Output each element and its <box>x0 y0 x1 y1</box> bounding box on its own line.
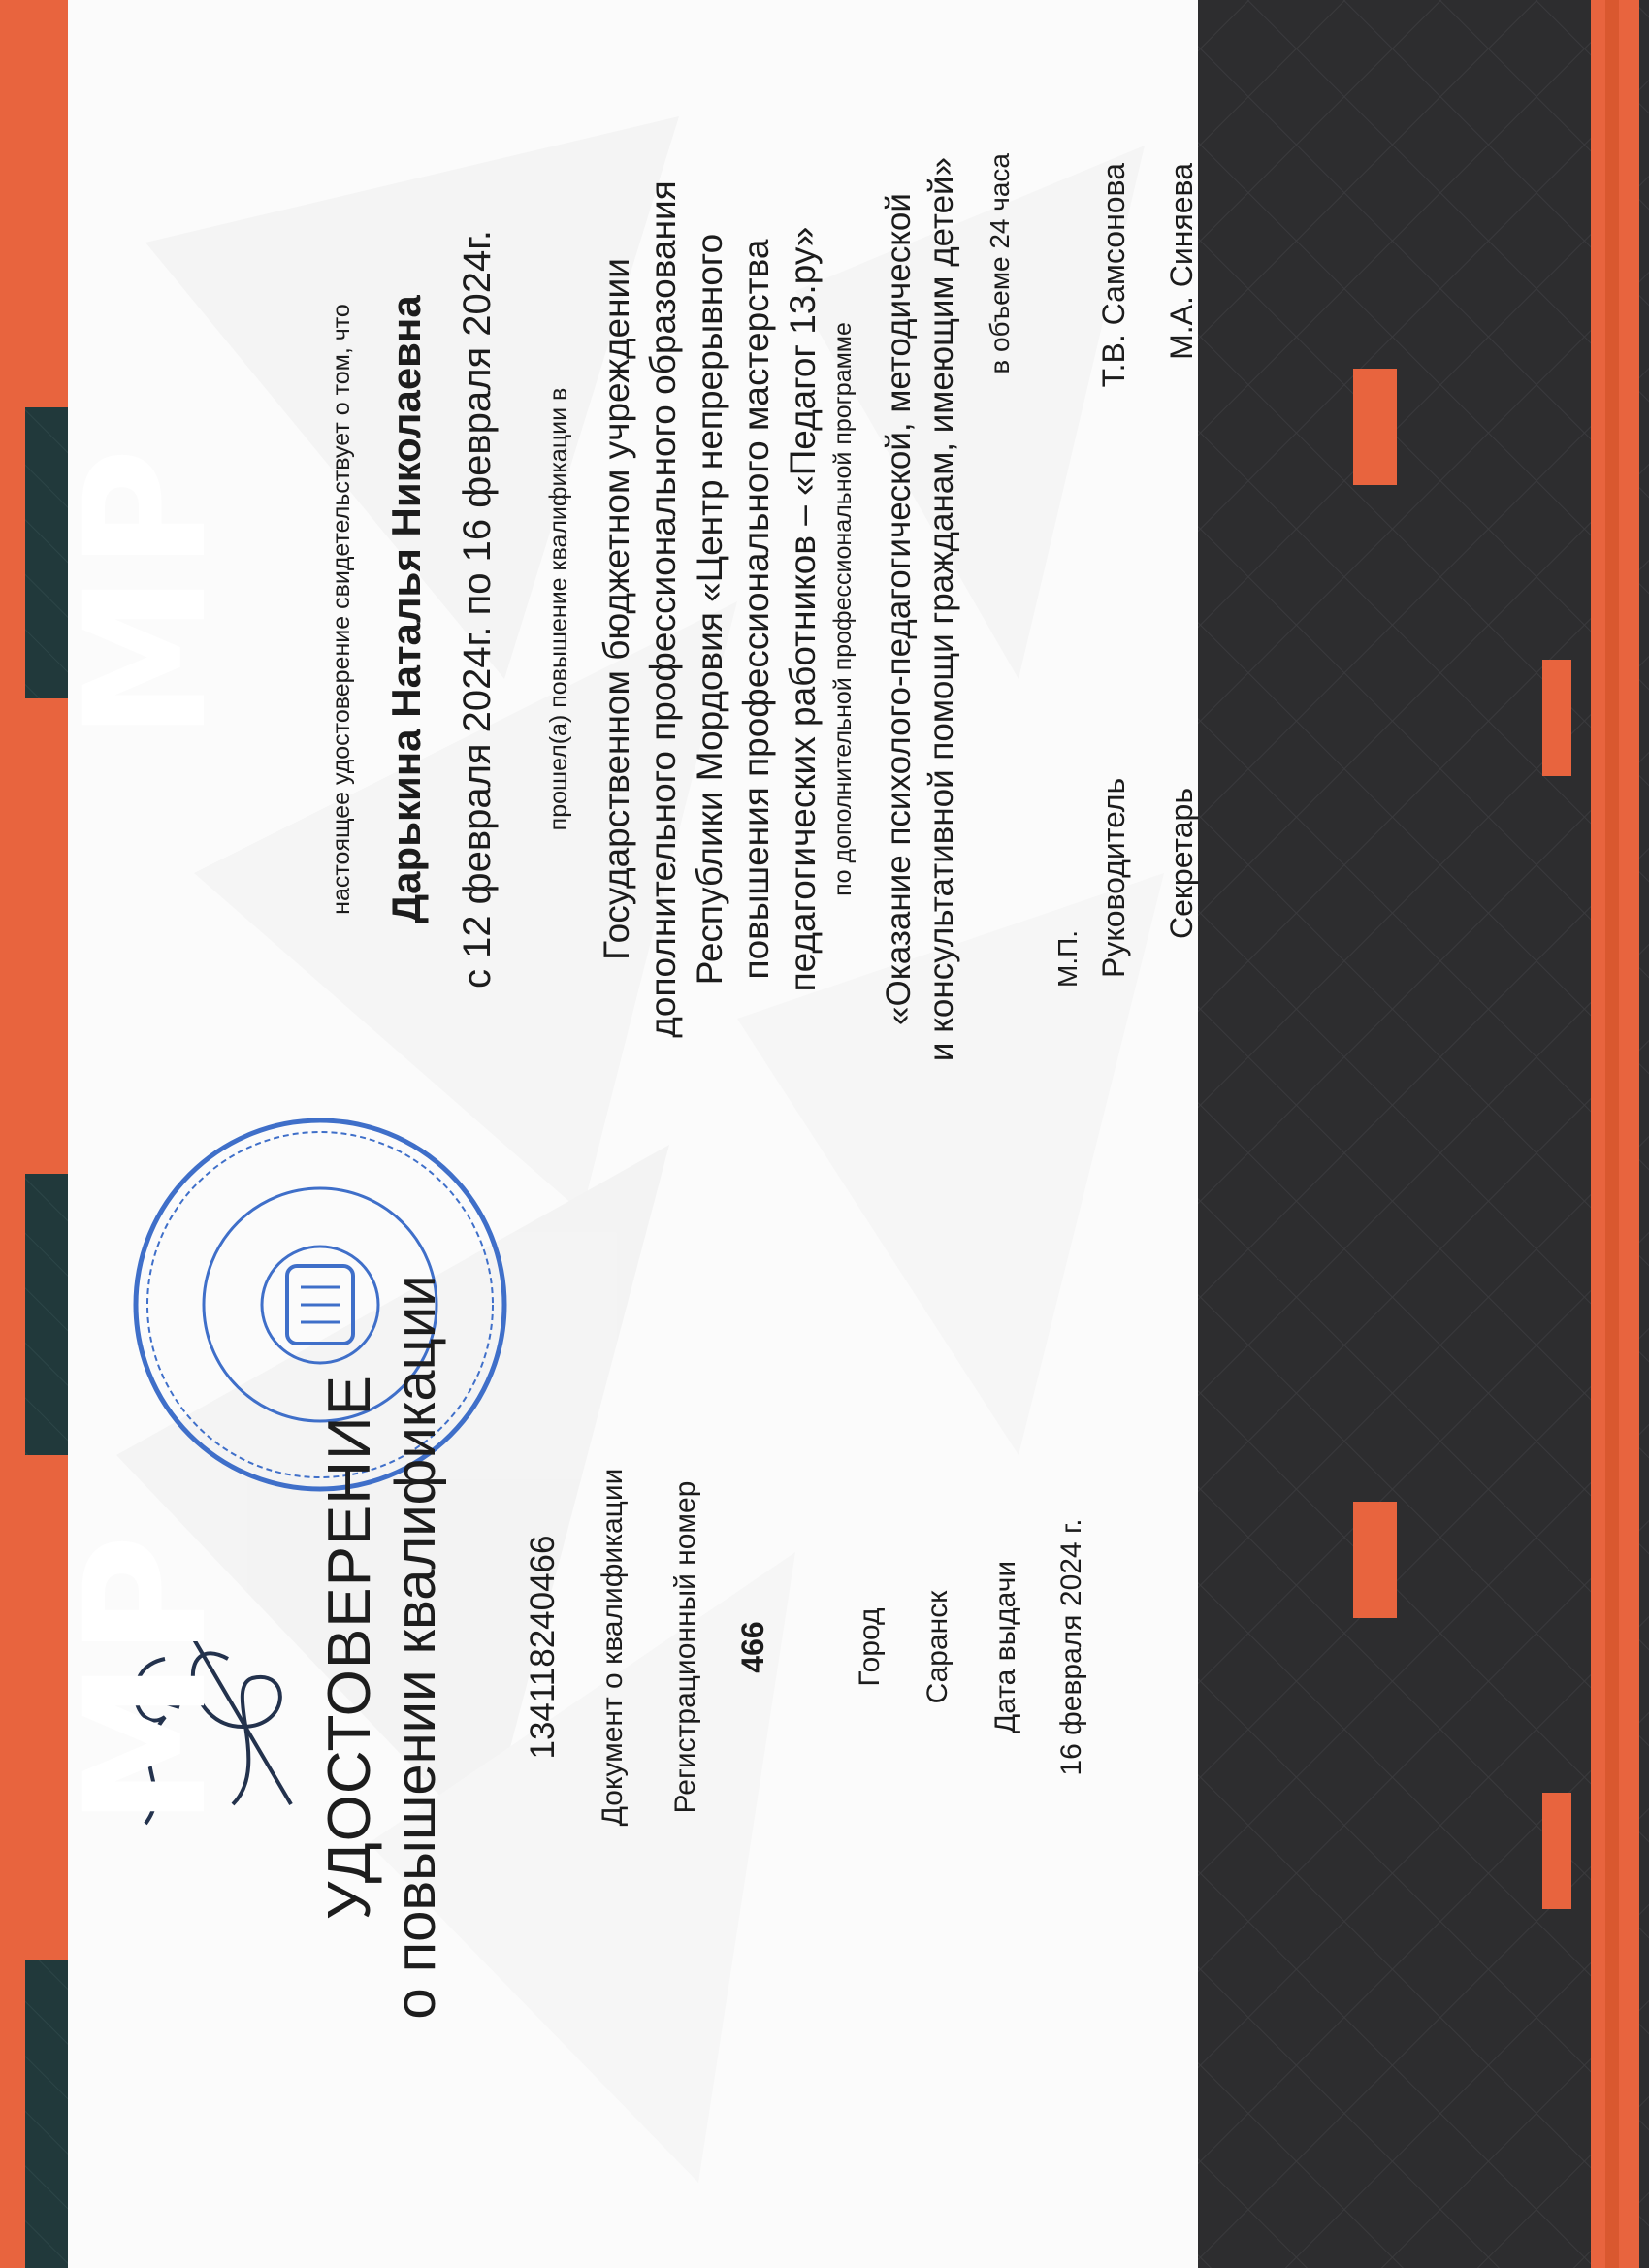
program-line: «Оказание психолого-педагогической, методической <box>880 193 918 1025</box>
city-value: Саранск <box>922 1590 954 1704</box>
person-name: Дарькина Наталья Николаевна <box>383 295 429 923</box>
document-number: 134118240466 <box>524 1535 562 1760</box>
passed-text: прошел(а) повышение квалификации в <box>545 387 572 831</box>
logo-mp-left: МР <box>48 1530 243 1827</box>
document-label: Документ о квалификации <box>597 1468 629 1827</box>
organization-line: педагогических работников – «Педагог 13.ру» <box>783 226 823 992</box>
training-period: с 12 февраля 2024г. по 16 февраля 2024г. <box>456 229 499 989</box>
program-intro: по дополнительной профессиональной программе <box>829 322 857 896</box>
organization-line: повышения профессионального мастерства <box>736 239 776 980</box>
secretary-name: М.А. Синяева <box>1164 163 1199 360</box>
secretary-role: Секретарь <box>1164 788 1199 939</box>
organization-line: Государственном бюджетном учреждении <box>597 258 636 960</box>
certificate-subtitle: о повышении квалификации <box>384 1275 447 2020</box>
city-label: Город <box>854 1607 886 1687</box>
registration-label: Регистрационный номер <box>669 1480 701 1814</box>
hours-volume: в объеме 24 часа <box>985 153 1015 374</box>
head-name: Т.В. Самсонова <box>1096 163 1131 388</box>
issue-date-value: 16 февраля 2024 г. <box>1055 1518 1087 1776</box>
organization-line: дополнительного профессионального образования <box>643 180 683 1038</box>
head-role: Руководитель <box>1096 777 1131 978</box>
program-line: и консультативной помощи гражданам, имеющим детей» <box>922 156 960 1062</box>
organization-name <box>594 105 826 1114</box>
issue-date-label: Дата выдачи <box>989 1560 1021 1734</box>
logo-mp-right: МР <box>48 443 243 740</box>
intro-text: настоящее удостоверение свидетельствует о том, что <box>328 304 355 915</box>
program-name <box>878 85 963 1133</box>
certificate-title: УДОСТОВЕРЕНИЕ <box>316 1375 383 1920</box>
registration-number: 466 <box>735 1621 770 1673</box>
organization-line: Республики Мордовия «Центр непрерывного <box>690 233 729 986</box>
seal-place-mark: М.П. <box>1052 929 1083 988</box>
